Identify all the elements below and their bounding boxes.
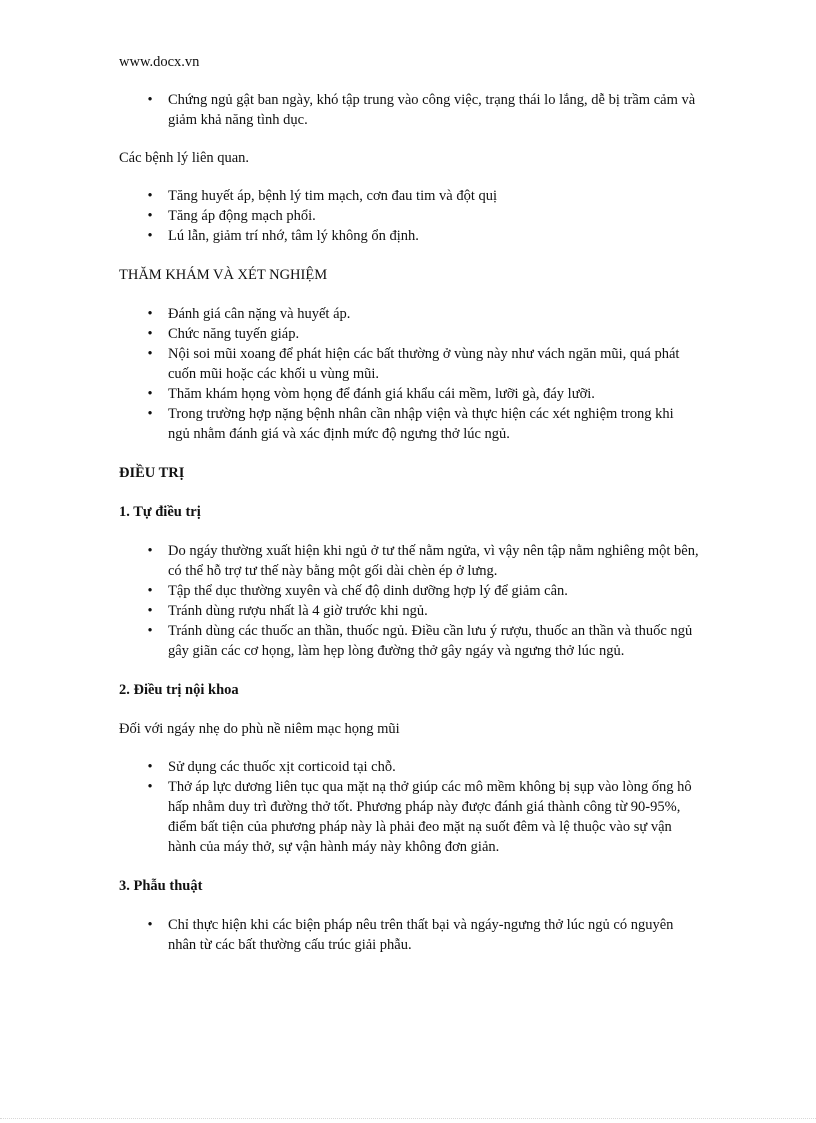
bullet-icon: • [147,386,153,402]
bullet-icon: • [147,346,153,362]
list-item: • Đánh giá cân nặng và huyết áp. [147,306,351,322]
intro-list [119,90,699,130]
page-bottom-divider [0,1118,816,1119]
list-item: • Thăm khám họng vòm họng để đánh giá khẩu cái mềm, lưỡi gà, đáy lưỡi. [147,386,595,402]
list-item: • Trong trường hợp nặng bệnh nhân cần nhập viện và thực hiện các xét nghiệm trong khi ngủ nhằm đánh giá và xác định mức độ ngưng thở lúc ngủ. [147,406,674,442]
bullet-icon: • [147,583,153,599]
document-page [119,52,699,974]
related-list [119,186,699,246]
medical-treatment-title: 2. Điều trị nội khoa [119,682,239,698]
bullet-icon: • [147,326,153,342]
medical-treatment-intro: Đối với ngáy nhẹ do phù nề niêm mạc họng mũi [119,721,400,737]
bullet-icon: • [147,406,153,422]
bullet-icon: • [147,543,153,559]
self-treatment-list [119,541,699,661]
bullet-icon: • [147,306,153,322]
list-item: • Nội soi mũi xoang để phát hiện các bất thường ở vùng này như vách ngăn mũi, quá phát cuốn mũi hoặc các khối u vùng mũi. [147,346,680,382]
list-item: • Tránh dùng rượu nhất là 4 giờ trước khi ngủ. [147,603,428,619]
bullet-icon: • [147,917,153,933]
bullet-icon: • [147,623,153,639]
exam-list [119,304,699,444]
list-item: • Tăng áp động mạch phổi. [147,208,316,224]
list-item: • Tập thể dục thường xuyên và chế độ dinh dưỡng hợp lý để giảm cân. [147,583,568,599]
list-item: • Chức năng tuyến giáp. [147,326,300,342]
list-item: • Tăng huyết áp, bệnh lý tim mạch, cơn đau tim và đột quị [147,188,498,204]
medical-treatment-list [119,757,699,857]
bullet-icon: • [147,779,153,795]
list-item: • Lú lẫn, giảm trí nhớ, tâm lý không ổn định. [147,228,419,244]
self-treatment-title: 1. Tự điều trị [119,504,201,520]
bullet-icon: • [147,92,153,108]
bullet-icon: • [147,208,153,224]
related-heading: Các bệnh lý liên quan. [119,150,250,166]
list-item: • Do ngáy thường xuất hiện khi ngủ ở tư thế nằm ngửa, vì vậy nên tập nằm nghiêng một bên, có thể hỗ trợ tư thế này bằng một gối dài chèn ép ở lưng. [147,543,699,579]
bullet-icon: • [147,188,153,204]
list-item: • Sử dụng các thuốc xịt corticoid tại chỗ. [147,759,396,775]
list-item: • Chỉ thực hiện khi các biện pháp nêu trên thất bại và ngáy-ngưng thở lúc ngủ có nguyên nhân từ các bất thường cấu trúc giải phẫu. [147,917,674,953]
exam-title: THĂM KHÁM VÀ XÉT NGHIỆM [119,267,328,283]
treatment-title: ĐIỀU TRỊ [119,465,185,481]
header-url: www.docx.vn [119,54,200,70]
list-item: • Chứng ngủ gật ban ngày, khó tập trung vào công việc, trạng thái lo lắng, dễ bị trầm cảm và giảm khả năng tình dục. [147,92,696,128]
bullet-icon: • [147,759,153,775]
bullet-icon: • [147,603,153,619]
surgery-title: 3. Phẫu thuật [119,878,203,894]
list-item: • Tránh dùng các thuốc an thần, thuốc ngủ. Điều cần lưu ý rượu, thuốc an thần và thuốc ngủ gây giãn các cơ họng, làm hẹp lòng đường thở gây ngáy và ngưng thở lúc ngủ. [147,623,693,659]
list-item: • Thở áp lực dương liên tục qua mặt nạ thở giúp các mô mềm không bị sụp vào lòng ống hô hấp nhằm duy trì đường thở tốt. Phương pháp này được đánh giá thành công từ 90-95%, điểm bất tiện của phương pháp này là phải đeo mặt nạ suốt đêm và lệ thuộc vào sự vận hành của máy thở, sự vận hành máy này không đơn giản. [147,779,692,855]
bullet-icon: • [147,228,153,244]
surgery-list [119,915,699,955]
